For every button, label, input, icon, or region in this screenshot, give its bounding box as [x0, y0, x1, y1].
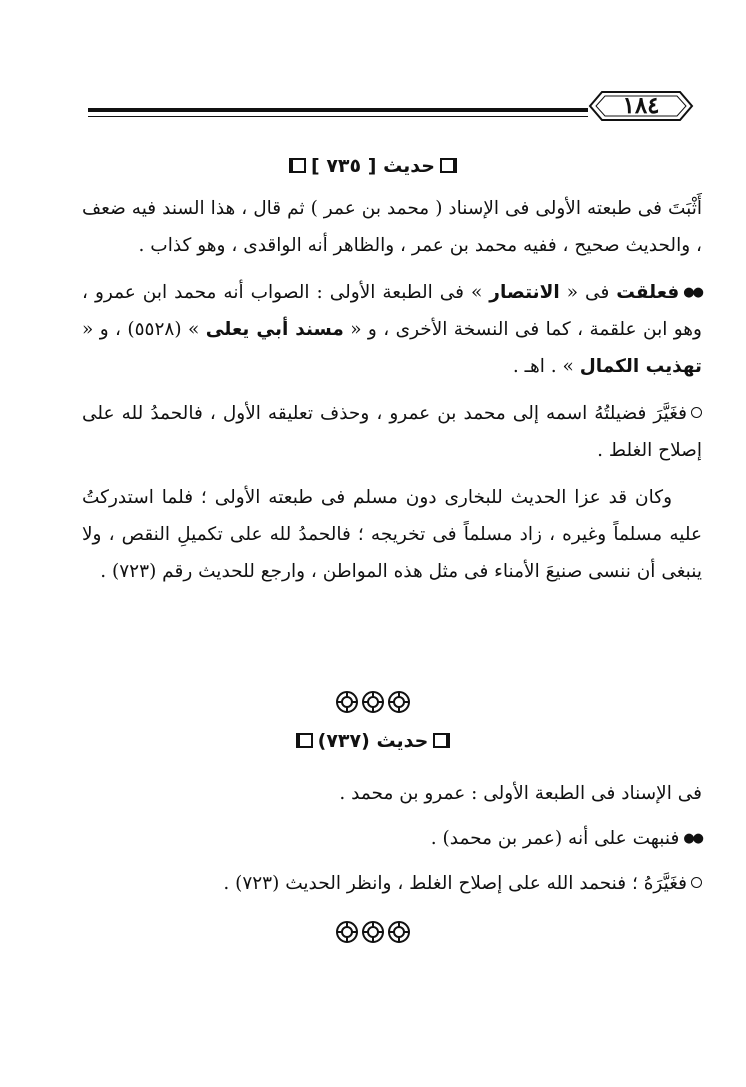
book-title: مسند أبي يعلى: [205, 319, 344, 340]
flower-ornament-icon: [387, 920, 411, 944]
lead-word: فعلقت: [616, 282, 680, 303]
text-run: » (٥٥٢٨) ، و «: [82, 319, 206, 340]
flower-ornament-icon: [387, 690, 411, 714]
hadith-737-paragraph-2: [82, 820, 702, 857]
square-bullet-icon: [296, 733, 313, 748]
square-bullet-icon: [289, 158, 306, 173]
hadith-735-paragraph-1: أَثْبَتَ فى طبعته الأولى فى الإسناد ( محمد بن عمر ) ثم قال ، هذا السند فيه ضعف ، والحديث صحيح ، ففيه محمد بن عمر ، والظاهر أنه الواقدى ، وهو كذاب .: [82, 198, 702, 256]
hadith-737-heading: [0, 730, 746, 752]
flower-ornament-icon: [335, 690, 359, 714]
hadith-737-label: حديث: [376, 730, 429, 752]
text-run: » فى الطبعة الأولى : الصواب أنه محمد ابن عمرو ، وهو ابن علقمة ، كما فى النسخة الأخرى ، و «: [82, 282, 702, 340]
section-ornament: [0, 690, 746, 714]
hadith-735-number: [ ٧٣٥ ]: [311, 155, 377, 177]
text-run: فنبهت على أنه (عمر بن محمد) .: [430, 828, 680, 849]
hadith-737-paragraph-1: فى الإسناد فى الطبعة الأولى : عمرو بن محمد .: [339, 783, 702, 804]
book-title: الانتصار: [489, 282, 560, 303]
flower-ornament-icon: [361, 690, 385, 714]
double-dot-bullet-icon: ●●: [683, 831, 702, 846]
text-run: فى «: [559, 282, 610, 303]
hadith-735-paragraph-4: وكان قد عزا الحديث للبخارى دون مسلم فى طبعته الأولى ؛ فلما استدركتُ عليه مسلماً وغيره ، زاد مسلماً فى تخريجه ؛ فالحمدُ لله على تكميلِ النقص ، ولا ينبغى أن ننسى صنيعَ الأمناء فى مثل هذه المواطن ، وارجع للحديث رقم (٧٢٣) .: [82, 487, 702, 582]
section-ornament: [0, 920, 746, 944]
hadith-737-paragraph-3: [82, 865, 702, 902]
header-rule: [88, 108, 588, 112]
flower-ornament-icon: [361, 920, 385, 944]
text-run: فغَيَّرَهُ ؛ فنحمد الله على إصلاح الغلط ، وانظر الحديث (٧٢٣) .: [223, 873, 687, 894]
hadith-735-paragraph-3: [82, 395, 702, 469]
hadith-737-number: (٧٣٧): [317, 730, 370, 752]
flower-ornament-icon: [335, 920, 359, 944]
hadith-737-body: [82, 775, 702, 902]
double-dot-bullet-icon: ●●: [683, 285, 702, 300]
square-bullet-icon: [433, 733, 450, 748]
square-bullet-icon: [440, 158, 457, 173]
book-title: تهذيب الكمال: [579, 356, 702, 377]
text-run: » . اهـ .: [512, 356, 580, 377]
circle-bullet-icon: [691, 877, 702, 888]
text-run: فغَيَّرَ فضيلتُهُ اسمه إلى محمد بن عمرو ، وحذف تعليقه الأول ، فالحمدُ لله على إصلاح الغلط .: [82, 403, 702, 461]
page-number: ١٨٤: [622, 92, 660, 119]
circle-bullet-icon: [691, 407, 702, 418]
hadith-735-paragraph-2: [82, 274, 702, 385]
hadith-735-heading: [0, 155, 746, 177]
header-rule-thin: [88, 116, 588, 117]
hadith-735-body: [82, 190, 702, 590]
page-number-badge: [588, 86, 694, 126]
hadith-735-label: حديث: [383, 155, 435, 177]
